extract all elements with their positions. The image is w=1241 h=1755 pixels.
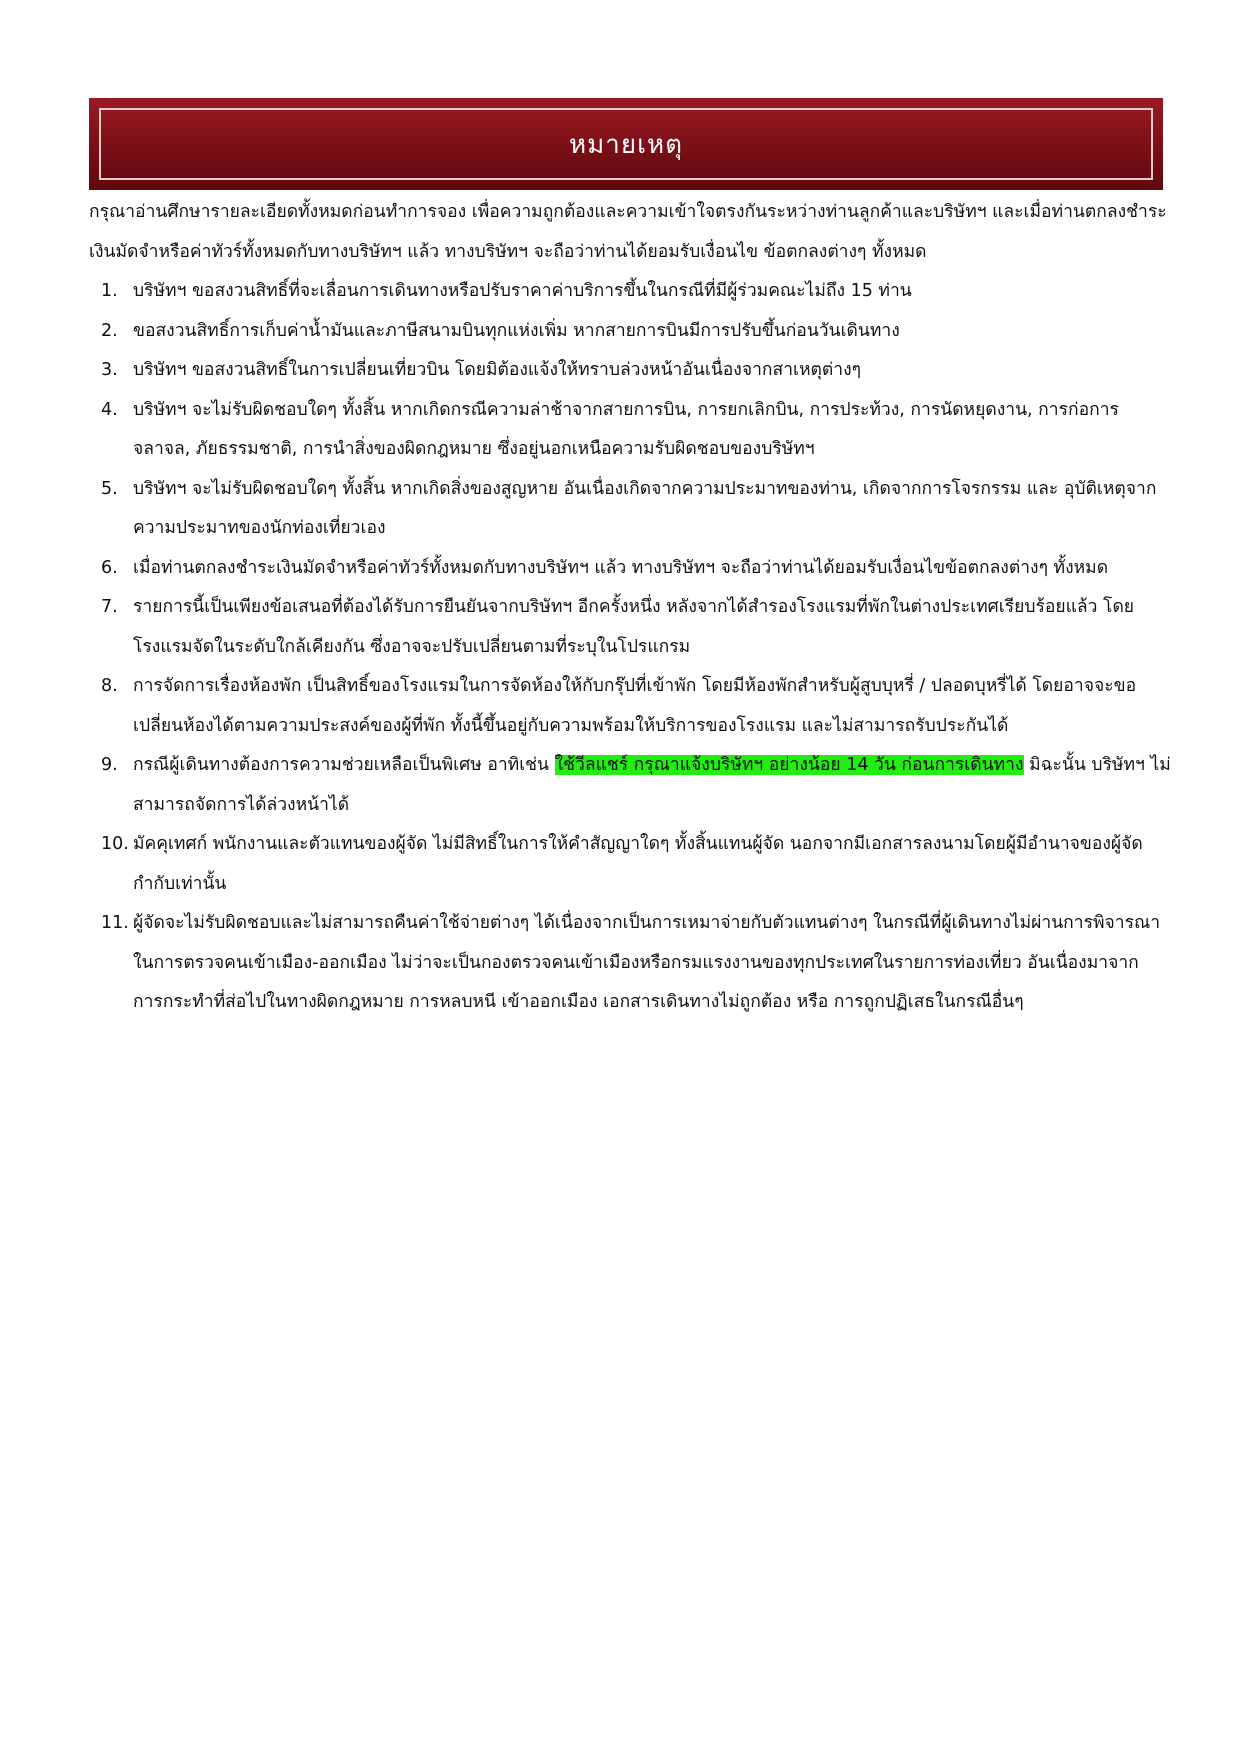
note-item-7 xyxy=(89,588,1174,667)
note-text: บริษัทฯ จะไม่รับผิดชอบใดๆ ทั้งสิ้น หากเกิดกรณีความล่าช้าจากสายการบิน, การยกเลิกบิน, การประท้วง, การนัดหยุดงาน, การก่อการจลาจล, ภัยธรรมชาติ, การนำสิ่งของผิดกฎหมาย ซึ่งอยู่นอกเหนือความรับผิดชอบของบริษัทฯ xyxy=(133,399,1119,459)
note-item-1 xyxy=(89,272,1174,312)
note-item-2 xyxy=(89,312,1174,352)
note-item-3 xyxy=(89,351,1174,391)
note-item-10 xyxy=(89,825,1174,904)
banner-title: หมายเหตุ xyxy=(568,129,684,160)
note-text: บริษัทฯ ขอสงวนสิทธิ์ที่จะเลื่อนการเดินทางหรือปรับราคาค่าบริการขึ้นในกรณีที่มีผู้ร่วมคณะไม่ถึง 15 ท่าน xyxy=(133,281,912,301)
header-banner xyxy=(89,98,1163,190)
note-item-4 xyxy=(89,391,1174,470)
note-item-9 xyxy=(89,746,1174,825)
note-number: 1. xyxy=(101,281,118,301)
note-number: 7. xyxy=(101,597,118,617)
header-banner-frame xyxy=(99,108,1153,180)
note-number: 2. xyxy=(101,320,118,341)
note-text: รายการนี้เป็นเพียงข้อเสนอที่ต้องได้รับการยืนยันจากบริษัทฯ อีกครั้งหนึ่ง หลังจากได้สำรองโรงแรมที่พักในต่างประเทศเรียบร้อยแล้ว โดยโรงแรมจัดในระดับใกล้เคียงกัน ซึ่งอาจจะปรับเปลี่ยนตามที่ระบุในโปรแกรม xyxy=(133,597,1135,657)
note-item-8 xyxy=(89,667,1174,746)
intro-paragraph: กรุณาอ่านศึกษารายละเอียดทั้งหมดก่อนทำการจอง เพื่อความถูกต้องและความเข้าใจตรงกันระหว่างท่านลูกค้าและบริษัทฯ และเมื่อท่านตกลงชำระเงินมัดจำหรือค่าทัวร์ทั้งหมดกับทางบริษัทฯ แล้ว ทางบริษัทฯ จะถือว่าท่านได้ยอมรับเงื่อนไข ข้อตกลงต่างๆ ทั้งหมด xyxy=(89,202,1167,262)
notes-content xyxy=(89,193,1174,1023)
note-item-6 xyxy=(89,549,1174,589)
note-text: มัคคุเทศก์ พนักงานและตัวแทนของผู้จัด ไม่มีสิทธิ์ในการให้คำสัญญาใดๆ ทั้งสิ้นแทนผู้จัด นอกจากมีเอกสารลงนามโดยผู้มีอำนาจของผู้จัดกำกับเท่านั้น xyxy=(133,834,1143,894)
note-item-11 xyxy=(89,904,1174,1023)
notes-list xyxy=(89,272,1174,1023)
note-number: 11. xyxy=(101,913,129,933)
note-text: ผู้จัดจะไม่รับผิดชอบและไม่สามารถคืนค่าใช้จ่ายต่างๆ ได้เนื่องจากเป็นการเหมาจ่ายกับตัวแทนต่างๆ ในกรณีที่ผู้เดินทางไม่ผ่านการพิจารณาในการตรวจคนเข้าเมือง-ออกเมือง ไม่ว่าจะเป็นกองตรวจคนเข้าเมืองหรือกรมแรงงานของทุกประเทศในรายการท่องเที่ยว อันเนื่องมาจากการกระทำที่ส่อไปในทางผิดกฎหมาย การหลบหนี เข้าออกเมือง เอกสารเดินทางไม่ถูกต้อง หรือ การถูกปฏิเสธในกรณีอื่นๆ xyxy=(133,913,1161,1012)
note-number: 4. xyxy=(101,399,118,420)
note-text: บริษัทฯ ขอสงวนสิทธิ์ในการเปลี่ยนเที่ยวบิน โดยมิต้องแจ้งให้ทราบล่วงหน้าอันเนื่องจากสาเหตุต่างๆ xyxy=(133,360,862,380)
note-number: 3. xyxy=(101,360,118,380)
note-text: ขอสงวนสิทธิ์การเก็บค่าน้ำมันและภาษีสนามบินทุกแห่งเพิ่ม หากสายการบินมีการปรับขึ้นก่อนวันเดินทาง xyxy=(133,320,900,341)
note-number: 5. xyxy=(101,478,118,499)
note-text: บริษัทฯ จะไม่รับผิดชอบใดๆ ทั้งสิ้น หากเกิดสิ่งของสูญหาย อันเนื่องเกิดจากความประมาทของท่าน, เกิดจากการโจรกรรม และ อุบัติเหตุจากความประมาทของนักท่องเที่ยวเอง xyxy=(133,478,1157,538)
note-text: การจัดการเรื่องห้องพัก เป็นสิทธิ์ของโรงแรมในการจัดห้องให้กับกรุ๊ปที่เข้าพัก โดยมีห้องพักสำหรับผู้สูบบุหรี่ / ปลอดบุหรี่ได้ โดยอาจจะขอเปลี่ยนห้องได้ตามความประสงค์ของผู้ที่พัก ทั้งนี้ขึ้นอยู่กับความพร้อมให้บริการของโรงแรม และไม่สามารถรับประกันได้ xyxy=(133,676,1137,736)
note-text: มิฉะนั้น บริษัทฯ ไม่สามารถจัดการได้ล่วงหน้าได้ xyxy=(133,755,1171,815)
note-item-5 xyxy=(89,470,1174,549)
note-text: เมื่อท่านตกลงชำระเงินมัดจำหรือค่าทัวร์ทั้งหมดกับทางบริษัทฯ แล้ว ทางบริษัทฯ จะถือว่าท่านได้ยอมรับเงื่อนไขข้อตกลงต่างๆ ทั้งหมด xyxy=(133,557,1109,578)
note-number: 8. xyxy=(101,676,118,696)
note-number: 10. xyxy=(101,834,129,854)
note-text: กรณีผู้เดินทางต้องการความช่วยเหลือเป็นพิเศษ อาทิเช่น xyxy=(133,755,555,775)
note-number: 9. xyxy=(101,755,118,775)
note-number: 6. xyxy=(101,557,118,578)
highlighted-text: ใช้วีลแชร์ กรุณาแจ้งบริษัทฯ อย่างน้อย 14 วัน ก่อนการเดินทาง xyxy=(554,755,1024,775)
